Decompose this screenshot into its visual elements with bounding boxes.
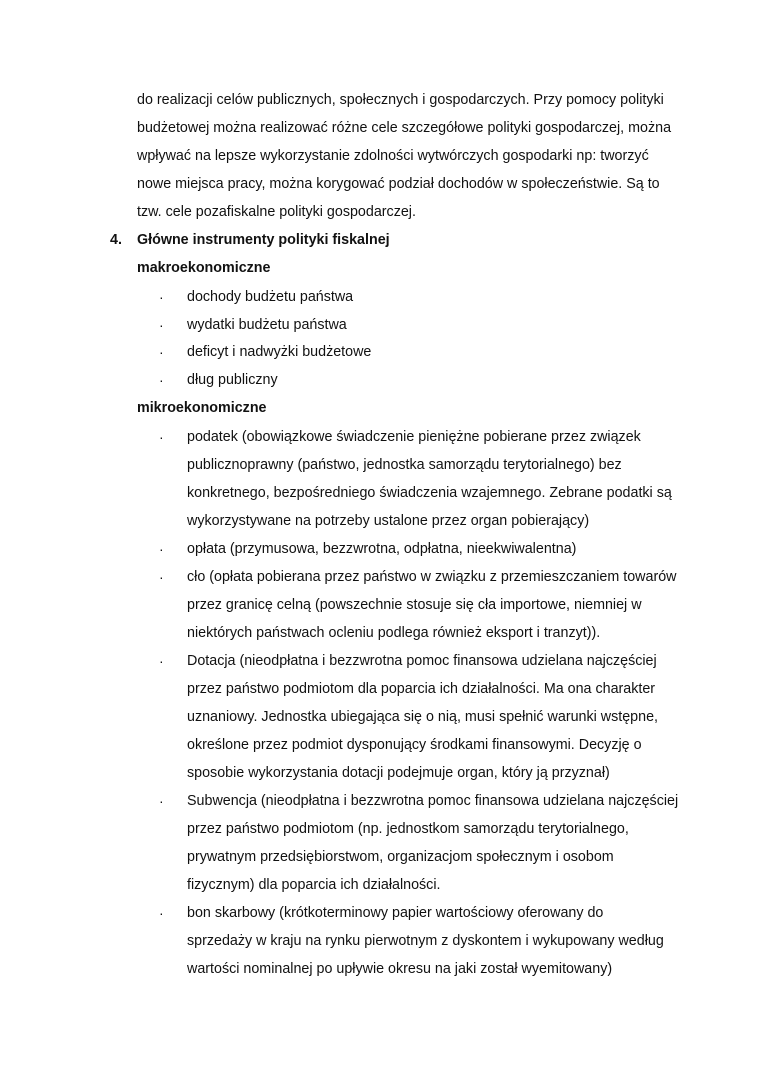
- section-number: 4.: [110, 232, 122, 248]
- micro-item-line: cło (opłata pobierana przez państwo w związku z przemieszczaniem towarów: [187, 569, 677, 585]
- macro-item: dochody budżetu państwa: [187, 289, 354, 305]
- bullet-icon: ·: [159, 541, 164, 557]
- intro-line: do realizacji celów publicznych, społecznych i gospodarczych. Przy pomocy polityki: [137, 92, 664, 108]
- bullet-icon: ·: [159, 653, 164, 669]
- micro-item-line: bon skarbowy (krótkoterminowy papier wartościowy oferowany do: [187, 905, 604, 921]
- micro-item-line: opłata (przymusowa, bezzwrotna, odpłatna, nieekwiwalentna): [187, 541, 577, 557]
- bullet-icon: ·: [159, 344, 164, 360]
- macro-heading: makroekonomiczne: [137, 260, 271, 276]
- macro-item: wydatki budżetu państwa: [187, 317, 347, 333]
- micro-item-line: konkretnego, bezpośredniego świadczenia wzajemnego. Zebrane podatki są: [187, 485, 672, 501]
- bullet-icon: ·: [159, 429, 164, 445]
- micro-item-line: Dotacja (nieodpłatna i bezzwrotna pomoc finansowa udzielana najczęściej: [187, 653, 657, 669]
- bullet-icon: ·: [159, 905, 164, 921]
- micro-item-line: przez państwo podmiotom dla poparcia ich działalności. Ma ona charakter: [187, 681, 656, 697]
- micro-item-line: podatek (obowiązkowe świadczenie pieniężne pobierane przez związek: [187, 429, 641, 445]
- micro-item-line: określone przez podmiot dysponujący środkami finansowymi. Decyzję o: [187, 737, 642, 753]
- bullet-icon: ·: [159, 569, 164, 585]
- intro-line: tzw. cele pozafiskalne polityki gospodarczej.: [137, 204, 416, 220]
- bullet-icon: ·: [159, 289, 164, 305]
- micro-item-line: prywatnym przedsiębiorstwom, organizacjom społecznym i osobom: [187, 849, 614, 865]
- micro-item-line: Subwencja (nieodpłatna i bezzwrotna pomoc finansowa udzielana najczęściej: [187, 793, 679, 809]
- section-title: Główne instrumenty polityki fiskalnej: [137, 232, 390, 248]
- micro-item-line: przez granicę celną (powszechnie stosuje się cła importowe, niemniej w: [187, 597, 642, 613]
- micro-item-line: przez państwo podmiotom (np. jednostkom samorządu terytorialnego,: [187, 821, 629, 837]
- micro-item-line: wykorzystywane na potrzeby ustalone przez organ pobierający): [187, 513, 590, 529]
- macro-item: dług publiczny: [187, 372, 278, 388]
- micro-item-line: wartości nominalnej po upływie okresu na jaki został wyemitowany): [187, 961, 613, 977]
- intro-line: budżetowej można realizować różne cele szczegółowe polityki gospodarczej, można: [137, 120, 672, 136]
- bullet-icon: ·: [159, 793, 164, 809]
- micro-item-line: sprzedaży w kraju na rynku pierwotnym z dyskontem i wykupowany według: [187, 933, 664, 949]
- micro-item-line: uznaniowy. Jednostka ubiegająca się o nią, musi spełnić warunki wstępne,: [187, 709, 659, 725]
- micro-item-line: sposobie wykorzystania dotacji podejmuje organ, który ją przyznał): [187, 765, 610, 781]
- intro-line: nowe miejsca pracy, można korygować podział dochodów w społeczeństwie. Są to: [137, 176, 660, 192]
- micro-heading: mikroekonomiczne: [137, 400, 267, 416]
- micro-item-line: publicznoprawny (państwo, jednostka samorządu terytorialnego) bez: [187, 457, 622, 473]
- micro-item-line: fizycznym) dla poparcia ich działalności.: [187, 877, 441, 893]
- intro-line: wpływać na lepsze wykorzystanie zdolności wytwórczych gospodarki np: tworzyć: [137, 148, 649, 164]
- bullet-icon: ·: [159, 317, 164, 333]
- bullet-icon: ·: [159, 372, 164, 388]
- micro-item-line: niektórych państwach ocleniu podlega również eksport i tranzyt)).: [187, 625, 601, 641]
- macro-item: deficyt i nadwyżki budżetowe: [187, 344, 372, 360]
